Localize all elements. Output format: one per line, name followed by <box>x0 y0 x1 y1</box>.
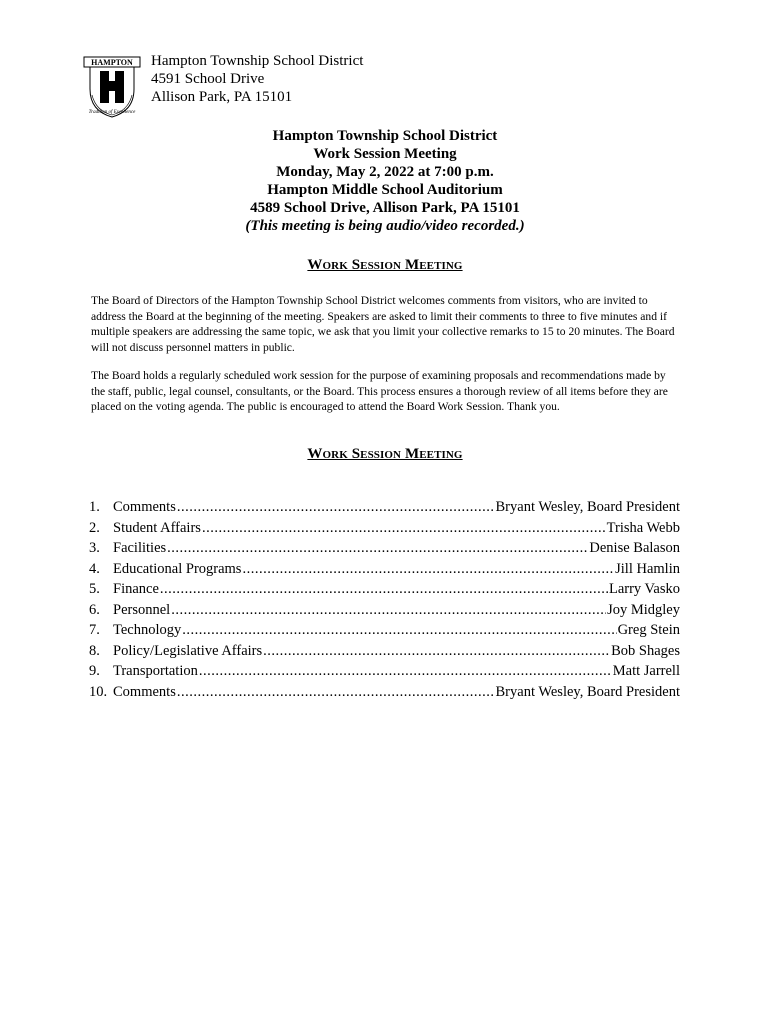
agenda-item <box>89 540 680 561</box>
section-title-work-session: Work Session Meeting <box>307 257 463 273</box>
public-comment-paragraph: The Board of Directors of the Hampton Township School District welcomes comments from visitors, who are invited to address the Board at the beginning of the meeting. Speakers are asked to limit their comments to three to five minutes and if multiple speakers are addressing the same topic, we ask that you limit your collective remarks to 15 to 20 minutes. The Board will not discuss personnel matters in public. <box>91 294 675 354</box>
meeting-district: Hampton Township School District <box>272 128 498 144</box>
meeting-datetime: Monday, May 2, 2022 at 7:00 p.m. <box>276 164 494 180</box>
section-title-agenda: Work Session Meeting <box>307 446 463 462</box>
agenda-item <box>89 499 680 520</box>
agenda-list <box>89 499 680 704</box>
agenda-item-number: 5. <box>89 581 100 597</box>
agenda-item-presenter: Greg Stein <box>617 622 680 638</box>
agenda-item-topic: Educational Programs <box>113 560 242 577</box>
agenda-item-topic: Transportation <box>113 663 198 679</box>
dot-leader <box>171 602 606 619</box>
agenda-item-topic: Comments <box>113 683 176 700</box>
agenda-item-presenter: Bryant Wesley, Board President <box>495 499 680 515</box>
agenda-item-topic: Personnel <box>113 601 171 618</box>
agenda-item-number: 4. <box>89 560 100 577</box>
dot-leader <box>182 622 616 639</box>
agenda-item-number: 6. <box>89 601 100 618</box>
recording-notice: (This meeting is being audio/video recorded.) <box>245 218 525 234</box>
meeting-header <box>0 127 770 235</box>
meeting-venue: Hampton Middle School Auditorium <box>267 182 503 198</box>
dot-leader <box>263 643 610 660</box>
agenda-item-presenter: Matt Jarrell <box>612 663 680 679</box>
letterhead-address <box>151 52 363 106</box>
agenda-item-number: 1. <box>89 499 100 515</box>
dot-leader <box>177 499 495 516</box>
agenda-item <box>89 602 680 623</box>
agenda-item <box>89 643 680 664</box>
agenda-item-number: 7. <box>89 622 100 638</box>
agenda-item <box>89 684 680 705</box>
agenda-item-presenter: Bryant Wesley, Board President <box>495 683 680 700</box>
dot-leader <box>160 581 608 598</box>
agenda-item-number: 9. <box>89 663 100 679</box>
district-name: Hampton Township School District <box>151 53 364 69</box>
dot-leader <box>177 684 495 701</box>
street-address: 4591 School Drive <box>151 71 265 87</box>
agenda-item-number: 2. <box>89 519 100 536</box>
agenda-item-presenter: Bob Shages <box>611 642 680 659</box>
agenda-item-presenter: Trisha Webb <box>606 519 680 536</box>
agenda-item-number: 8. <box>89 642 100 659</box>
svg-text:HAMPTON: HAMPTON <box>91 58 133 67</box>
agenda-item-presenter: Larry Vasko <box>608 581 680 597</box>
dot-leader <box>199 663 612 680</box>
agenda-item-topic: Comments <box>113 499 176 515</box>
dot-leader <box>202 520 606 537</box>
dot-leader <box>242 561 614 578</box>
meeting-venue-address: 4589 School Drive, Allison Park, PA 15101 <box>250 200 520 216</box>
agenda-item-topic: Technology <box>113 622 182 638</box>
dot-leader <box>167 540 588 557</box>
agenda-item-topic: Facilities <box>113 540 167 556</box>
agenda-item-presenter: Joy Midgley <box>607 601 680 618</box>
agenda-item-topic: Student Affairs <box>113 519 201 536</box>
city-state-zip: Allison Park, PA 15101 <box>151 89 293 105</box>
agenda-item-topic: Finance <box>113 581 159 597</box>
hampton-crest-logo <box>82 55 142 119</box>
agenda-item-topic: Policy/Legislative Affairs <box>113 642 263 659</box>
svg-text:Tradition of Excellence: Tradition of Excellence <box>88 110 136 115</box>
agenda-item <box>89 622 680 643</box>
agenda-item-number: 3. <box>89 540 100 556</box>
agenda-item <box>89 561 680 582</box>
meeting-type: Work Session Meeting <box>313 146 457 162</box>
work-session-purpose-paragraph: The Board holds a regularly scheduled work session for the purpose of examining proposals and recommendations made by the staff, public, legal counsel, consultants, or the Board. This process ensures a thorough review of all items before they are placed on the voting agenda. The public is encouraged to attend the Board Work Session. Thank you. <box>91 369 668 413</box>
agenda-item-presenter: Denise Balason <box>589 540 680 556</box>
agenda-item-presenter: Jill Hamlin <box>615 560 680 577</box>
agenda-item <box>89 520 680 541</box>
agenda-item <box>89 581 680 602</box>
agenda-item-number: 10. <box>89 683 108 700</box>
agenda-item <box>89 663 680 684</box>
